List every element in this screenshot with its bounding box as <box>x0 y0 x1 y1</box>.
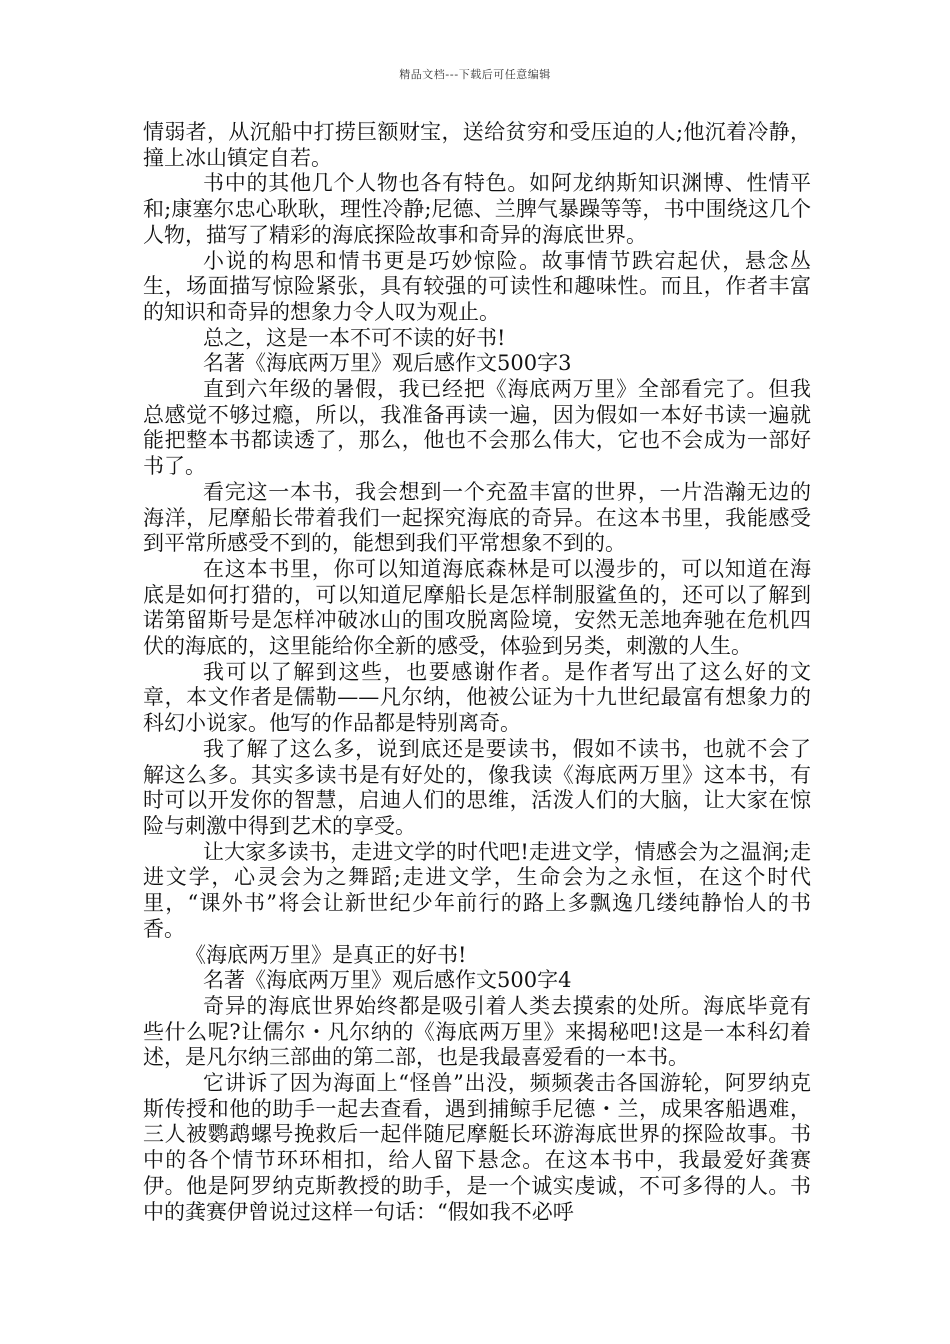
paragraph: 我可以了解到这些，也要感谢作者。是作者写出了这么好的文章，本文作者是儒勒——凡尔纳，他被公证为十九世纪最富有想象力的科幻小说家。他写的作品都是特别离奇。 <box>143 659 811 736</box>
paragraph: 小说的构思和情书更是巧妙惊险。故事情节跌宕起伏，悬念丛生，场面描写惊险紧张，具有较强的可读性和趣味性。而且，作者丰富的知识和奇异的想象力令人叹为观止。 <box>143 248 811 324</box>
paragraph: 在这本书里，你可以知道海底森林是可以漫步的，可以知道在海底是如何打猎的，可以知道尼摩船长是怎样制服鲨鱼的，还可以了解到诺第留斯号是怎样冲破冰山的围攻脱离险境，安然无恙地奔驰在危机四伏的海底的，这里能给你全新的感受，体验到另类，刺激的人生。 <box>143 556 811 659</box>
paragraph: 我了解了这么多，说到底还是要读书，假如不读书，也就不会了解这么多。其实多读书是有好处的，像我读《海底两万里》这本书，有时可以开发你的智慧，启迪人们的思维，活泼人们的大脑，让大家在惊险与刺激中得到艺术的享受。 <box>143 736 811 838</box>
section-heading: 名著《海底两万里》观后感作文500字3 <box>203 351 572 376</box>
document-body <box>143 120 811 1225</box>
paragraph: 奇异的海底世界始终都是吸引着人类去摸索的处所。海底毕竟有些什么呢?让儒尔・凡尔纳的《海底两万里》来揭秘吧!这是一本科幻着述，是凡尔纳三部曲的第二部，也是我最喜爱看的一本书。 <box>143 993 811 1070</box>
section-heading: 名著《海底两万里》观后感作文500字4 <box>203 968 572 993</box>
page-header: 精品文档---下载后可任意编辑 <box>399 68 551 81</box>
paragraph: 让大家多读书，走进文学的时代吧!走进文学，情感会为之温润;走进文学，心灵会为之舞蹈;走进文学，生命会为之永恒，在这个时代里，“课外书”将会让新世纪少年前行的路上多飘逸几缕纯静怡人的书香。 <box>143 839 811 941</box>
paragraph-continuation: 情弱者，从沉船中打捞巨额财宝，送给贫穷和受压迫的人;他沉着冷静，撞上冰山镇定自若。 <box>143 120 811 170</box>
paragraph: 直到六年级的暑假，我已经把《海底两万里》全部看完了。但我总感觉不够过瘾，所以，我准备再读一遍，因为假如一本好书读一遍就能把整本书都读透了，那么，他也不会那么伟大，它也不会成为一部好书了。 <box>143 377 811 479</box>
paragraph: 它讲诉了因为海面上“怪兽”出没，频频袭击各国游轮，阿罗纳克斯传授和他的助手一起去查看，遇到捕鲸手尼德・兰，成果客船遇难，三人被鹦鹉螺号挽救后一起伴随尼摩艇长环游海底世界的探险故事。书中的各个情节环环相扣，给人留下悬念。在这本书中，我最爱好龚赛伊。他是阿罗纳克斯教授的助手，是一个诚实虔诚，不可多得的人。书中的龚赛伊曾说过这样一句话：“假如我不必呼 <box>143 1071 811 1224</box>
paragraph: 看完这一本书，我会想到一个充盈丰富的世界，一片浩瀚无边的海洋，尼摩船长带着我们一起探究海底的奇异。在这本书里，我能感受到平常所感受不到的，能想到我们平常想象不到的。 <box>143 479 811 556</box>
paragraph: 书中的其他几个人物也各有特色。如阿龙纳斯知识渊博、性情平和;康塞尔忠心耿耿，理性冷静;尼德、兰脾气暴躁等等，书中围绕这几个人物，描写了精彩的海底探险故事和奇异的海底世界。 <box>143 171 811 247</box>
paragraph: 总之，这是一本不可不读的好书! <box>203 325 506 350</box>
paragraph: 《海底两万里》是真正的好书! <box>185 942 467 967</box>
